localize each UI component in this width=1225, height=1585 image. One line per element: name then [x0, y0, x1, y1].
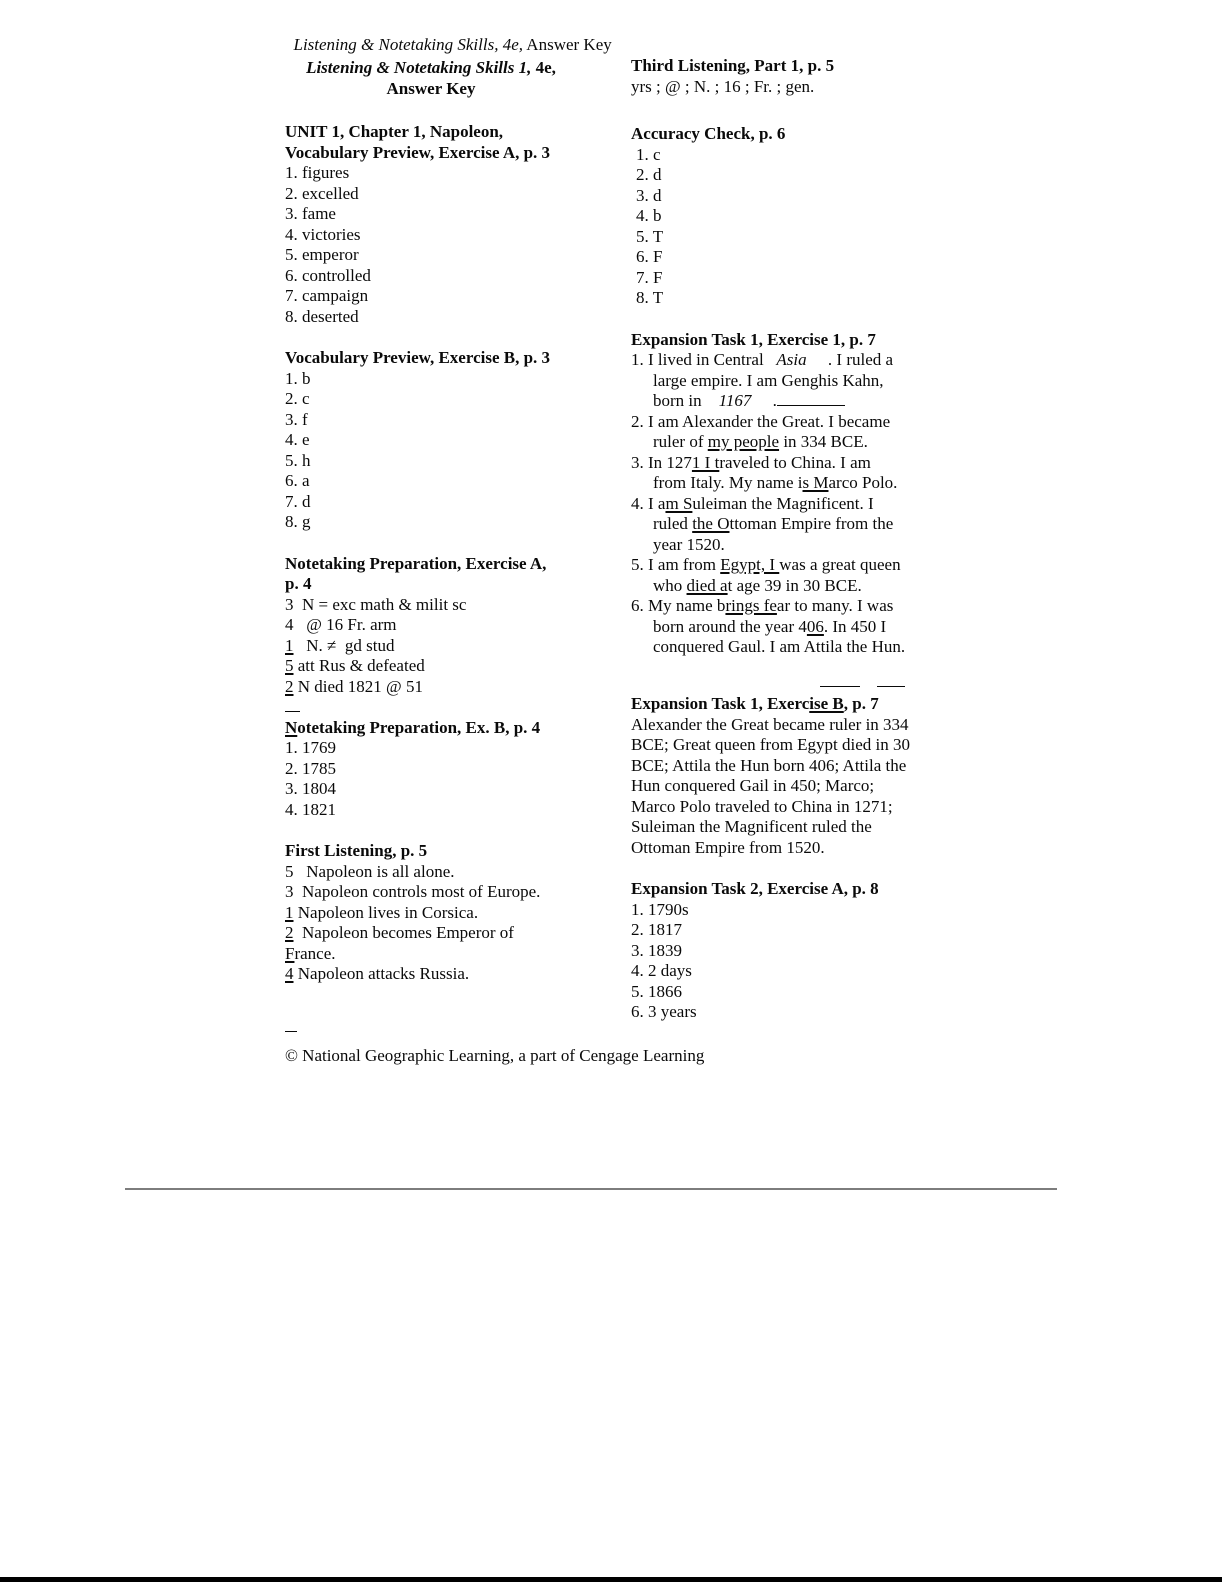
answer-item: 3. d	[636, 185, 662, 205]
note-line: 1 N. ≠ gd stud	[285, 635, 395, 655]
answer-item: 7. d	[285, 491, 311, 511]
page-bottom-line	[0, 1577, 1222, 1582]
section-heading: Notetaking Preparation, Exercise A,	[285, 553, 547, 573]
section-vocabulary-preview-a	[285, 122, 577, 327]
answer-item: 7. F	[636, 267, 663, 287]
section-heading: Vocabulary Preview, Exercise B, p. 3	[285, 348, 551, 367]
note-line: 2. I am Alexander the Great. I became	[631, 411, 891, 431]
answer-item: 3. f	[285, 409, 308, 429]
answer-item: 1. b	[285, 368, 311, 388]
note-line: 5 att Rus & defeated	[285, 656, 425, 675]
note-line: large empire. I am Genghis Kahn,	[653, 370, 884, 390]
answer-item: 1. c	[636, 144, 661, 164]
paragraph-line: Alexander the Great became ruler in 334	[631, 714, 909, 734]
answer-item: 7. campaign	[285, 286, 369, 305]
section-first-listening	[285, 841, 577, 985]
note-list	[285, 862, 577, 985]
answer-item: 3. fame	[285, 204, 336, 223]
paragraph-line: Marco Polo traveled to China in 1271;	[631, 796, 893, 816]
answer-item: 1. 1790s	[631, 899, 689, 919]
section-notetaking-prep-a	[285, 554, 577, 698]
answer-item: 2. 1817	[631, 920, 682, 939]
paragraph	[631, 715, 951, 859]
answer-item: 8. T	[636, 288, 664, 307]
note-line: 4 @ 16 Fr. arm	[285, 615, 397, 634]
note-line: 1. I lived in Central Asia . I ruled a	[631, 350, 894, 369]
section-heading: UNIT 1, Chapter 1, Napoleon,	[285, 122, 504, 141]
note-line: 2 Napoleon becomes Emperor of	[285, 923, 514, 942]
footer-divider-line	[125, 1188, 1057, 1190]
answer-item: 2. c	[285, 389, 310, 408]
paragraph-line: Hun conquered Gail in 450; Marco;	[631, 776, 875, 795]
answer-item: 5. h	[285, 450, 311, 470]
answer-list	[631, 145, 951, 309]
note-line: 4. I am Suleiman the Magnificent. I	[631, 493, 874, 513]
answer-item: 3. 1839	[631, 940, 682, 960]
section-heading: Expansion Task 1, Exercise 1, p. 7	[631, 329, 876, 349]
note-line: 6. My name brings fear to many. I was	[631, 596, 894, 615]
answer-item: 1. 1769	[285, 738, 336, 757]
note-line: 3. In 1271 I traveled to China. I am	[631, 452, 871, 472]
answer-item: 4. e	[285, 430, 310, 449]
note-line: who died at age 39 in 30 BCE.	[653, 575, 862, 595]
answer-item: 4. 2 days	[631, 961, 692, 980]
abbreviation-answers: yrs ; @ ; N. ; 16 ; Fr. ; gen.	[631, 76, 815, 96]
answer-list	[631, 900, 951, 1023]
section-third-listening	[631, 56, 951, 97]
section-heading: Expansion Task 2, Exercise A, p. 8	[631, 879, 879, 898]
section-vocabulary-preview-b	[285, 348, 577, 533]
note-line: 1 Napoleon lives in Corsica.	[285, 902, 479, 922]
header-subtitle: Answer Key	[522, 34, 612, 54]
header-book-title: Listening & Notetaking Skills, 4e,	[293, 34, 523, 54]
note-line: ruled the Ottoman Empire from the	[653, 514, 894, 533]
right-column	[631, 56, 951, 1023]
note-line: conquered Gaul. I am Attila the Hun.	[653, 637, 906, 656]
answer-item: 5. emperor	[285, 245, 359, 264]
answer-item: 2. excelled	[285, 183, 359, 203]
section-heading: Vocabulary Preview, Exercise A, p. 3	[285, 142, 551, 162]
note-line: born in 1167 .	[631, 391, 951, 412]
section-heading: Expansion Task 1, Exercise B, p. 7	[631, 694, 879, 713]
section-expansion-task1-ex1	[631, 330, 951, 658]
answer-item: 8. deserted	[285, 306, 359, 326]
note-line: from Italy. My name is Marco Polo.	[653, 473, 898, 492]
answer-item: 4. b	[636, 206, 662, 225]
answer-item: 2. 1785	[285, 758, 336, 778]
paragraph-line: BCE; Attila the Hun born 406; Attila the	[631, 755, 907, 775]
answer-item: 6. a	[285, 471, 310, 490]
paragraph-line: BCE; Great queen from Egypt died in 30	[631, 735, 911, 754]
section-notetaking-prep-b	[285, 697, 577, 820]
answer-key-title-line1: Listening & Notetaking Skills 1, 4e,	[306, 58, 556, 77]
answer-key-title-line2: Answer Key	[386, 78, 476, 98]
answer-item: 4. 1821	[285, 799, 336, 819]
section-heading: Accuracy Check, p. 6	[631, 124, 786, 143]
stray-underline-mark	[285, 697, 577, 718]
answer-item: 4. victories	[285, 224, 361, 244]
section-heading: Third Listening, Part 1, p. 5	[631, 56, 835, 75]
note-list	[285, 595, 577, 698]
note-line: 3 N = exc math & milit sc	[285, 594, 467, 614]
stray-underline-marks	[631, 672, 951, 693]
section-heading: Notetaking Preparation, Ex. B, p. 4	[285, 717, 541, 737]
answer-item: 5. T	[636, 226, 664, 246]
note-line: born around the year 406. In 450 I	[653, 616, 887, 636]
answer-list	[285, 738, 577, 820]
answer-list	[285, 369, 577, 533]
answer-item: 1. figures	[285, 163, 350, 182]
section-heading: First Listening, p. 5	[285, 841, 428, 860]
answer-item: 2. d	[636, 165, 662, 184]
document-header	[285, 14, 612, 55]
section-accuracy-check	[631, 124, 951, 309]
answer-item: 3. 1804	[285, 779, 336, 798]
answer-item: 6. F	[636, 247, 663, 266]
section-heading: p. 4	[285, 574, 312, 593]
note-line: 5. I am from Egypt, I was a great queen	[631, 555, 901, 574]
note-line: 5 Napoleon is all alone.	[285, 861, 455, 881]
note-line: year 1520.	[653, 534, 725, 554]
section-expansion-task1-exb	[631, 694, 951, 858]
note-line: ruler of my people in 334 BCE.	[653, 432, 868, 451]
answer-key-title	[285, 58, 577, 99]
answer-item: 6. 3 years	[631, 1002, 697, 1021]
copyright-text: © National Geographic Learning, a part of Cengage Learning	[285, 1046, 705, 1065]
answer-item: 6. controlled	[285, 265, 371, 285]
note-list	[631, 350, 951, 658]
section-expansion-task2-exa	[631, 879, 951, 1023]
stray-underline-mark	[285, 1017, 577, 1038]
answer-list	[285, 163, 577, 327]
answer-item: 5. 1866	[631, 981, 682, 1001]
note-line: 2 N died 1821 @ 51	[285, 676, 423, 696]
note-line: 4 Napoleon attacks Russia.	[285, 964, 470, 983]
note-line: France.	[285, 943, 336, 963]
paragraph-line: Suleiman the Magnificent ruled the	[631, 817, 872, 836]
left-column	[285, 58, 577, 1037]
note-line: 3 Napoleon controls most of Europe.	[285, 882, 541, 901]
answer-item: 8. g	[285, 512, 311, 531]
paragraph-line: Ottoman Empire from 1520.	[631, 837, 825, 857]
